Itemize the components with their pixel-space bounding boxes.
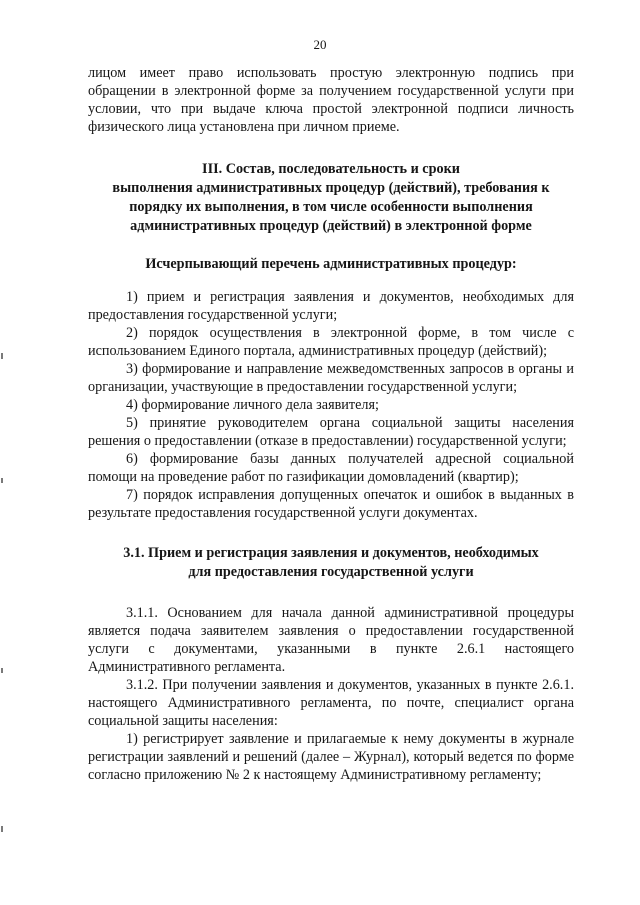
scan-artifact: [1, 353, 3, 359]
subsection-title: [88, 544, 574, 582]
section-title-line: административных процедур (действий) в электронной форме: [130, 218, 532, 234]
intro-paragraph: лицом имеет право использовать простую электронную подпись при обращении в электронной форме за получением государственной услуги при условии, что при выдаче ключа простой электронной подписи личность физического лица установлена при личном приеме.: [88, 65, 574, 135]
scan-artifact: [1, 668, 3, 673]
subsection-title-line: для предоставления государственной услуги: [188, 564, 474, 580]
procedure-item: 3) формирование и направление межведомственных запросов в органы и организации, участвующие в предоставлении государственной услуги;: [88, 361, 574, 395]
procedures-list: [88, 288, 574, 522]
procedure-item: 2) порядок осуществления в электронной форме, в том числе с использованием Единого портала, административных процедур (действий);: [88, 325, 574, 359]
section-title-line: III. Состав, последовательность и сроки: [202, 161, 460, 177]
page-number: 20: [313, 37, 327, 52]
procedure-item: 7) порядок исправления допущенных опечаток и ошибок в выданных в результате предоставления государственной услуги документах.: [88, 487, 574, 521]
document-body: [88, 64, 574, 784]
subsection-paragraph: 3.1.2. При получении заявления и документов, указанных в пункте 2.6.1. настоящего Административного регламента, по почте, специалист органа социальной защиты населения:: [88, 677, 574, 729]
subsection-paragraph: 3.1.1. Основанием для начала данной административной процедуры является подача заявителем заявления о предоставлении государственной услуги с документами, указанными в пункте 2.6.1 настоящего Административного регламента.: [88, 605, 574, 675]
procedure-item: 1) прием и регистрация заявления и документов, необходимых для предоставления государственной услуги;: [88, 289, 574, 323]
subsection-body: [88, 604, 574, 784]
scan-artifact: [1, 826, 3, 832]
section-title-line: выполнения административных процедур (действий), требования к: [112, 180, 550, 196]
subsection-paragraph: 1) регистрирует заявление и прилагаемые к нему документы в журнале регистрации заявлений и решений (далее – Журнал), который ведется по форме согласно приложению № 2 к настоящему Административному регламенту;: [88, 731, 574, 783]
scan-artifact: [1, 478, 3, 483]
procedures-list-title: Исчерпывающий перечень административных процедур:: [145, 256, 517, 272]
procedure-item: 5) принятие руководителем органа социальной защиты населения решения о предоставлении (отказе в предоставлении) государственной услуги;: [88, 415, 574, 449]
procedure-item: 6) формирование базы данных получателей адресной социальной помощи на проведение работ по газификации домовладений (квартир);: [88, 451, 574, 485]
subsection-title-line: 3.1. Прием и регистрация заявления и документов, необходимых: [123, 545, 539, 561]
procedure-item: 4) формирование личного дела заявителя;: [126, 397, 379, 413]
section-title: [88, 160, 574, 236]
section-title-line: порядку их выполнения, в том числе особенности выполнения: [129, 199, 533, 215]
